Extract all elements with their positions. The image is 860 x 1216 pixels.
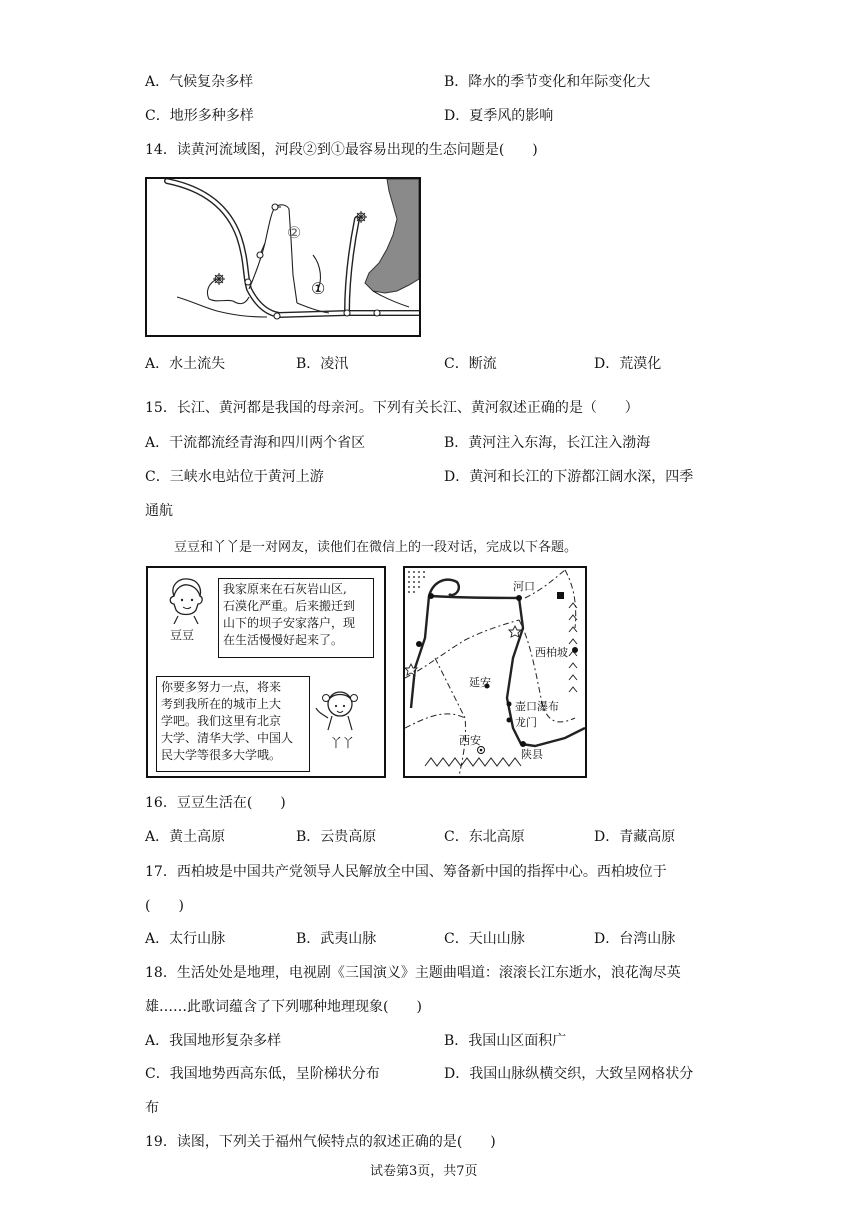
q17-option-c: C．天山山脉 (444, 931, 525, 947)
doudou-message-line: 我家原来在石灰岩山区, (223, 582, 347, 596)
q15-option-d-cont: 通航 (145, 503, 173, 519)
q14-stem: 14．读黄河流域图，河段②到①最容易出现的生态问题是( ) (145, 142, 538, 158)
q15-option-d: D．黄河和长江的下游都江阔水深，四季 (444, 469, 694, 485)
doudou-message-line: 在生活慢慢好起来了。 (223, 633, 344, 647)
q16-option-b: B．云贵高原 (296, 829, 377, 845)
yellow-river-map-drawing (147, 179, 419, 335)
q15-option-b: B．黄河注入东海，长江注入渤海 (444, 435, 651, 451)
map-label-xian: 西安 (459, 734, 481, 747)
q17-option-a: A．太行山脉 (145, 931, 226, 947)
q13-option-b: B．降水的季节变化和年际变化大 (444, 74, 651, 90)
q18-option-d-cont: 布 (145, 1100, 159, 1116)
q16-option-a: A．黄土高原 (145, 829, 226, 845)
doudou-name: 豆豆 (170, 628, 195, 642)
q13-option-a: A．气候复杂多样 (145, 74, 254, 90)
yaya-message-line: 你要多努力一点，将来 (161, 680, 282, 694)
q18-option-a: A．我国地形复杂多样 (145, 1033, 282, 1049)
q14-option-a: A．水土流失 (145, 356, 226, 372)
chat-intro: 豆豆和丫丫是一对网友，读他们在微信上的一段对话，完成以下各题。 (174, 540, 578, 555)
q18-option-d: D．我国山脉纵横交织，大致呈网格状分 (444, 1066, 694, 1082)
yaya-message-line: 大学、清华大学、中国人 (161, 731, 294, 745)
chat-figure (146, 566, 386, 778)
q18-stem: 18．生活处处是地理，电视剧《三国演义》主题曲唱道：滚滚长江东逝水，浪花淘尽英 (145, 965, 681, 981)
q18-option-b: B．我国山区面积广 (444, 1033, 567, 1049)
map-label-yanan: 延安 (469, 676, 491, 689)
map-label-hukou: 壶口瀑布 (515, 700, 559, 713)
map-label-shanxian: 陕县 (521, 748, 543, 761)
q16-option-c: C．东北高原 (444, 829, 525, 845)
north-china-map (403, 566, 587, 778)
q15-stem: 15．长江、黄河都是我国的母亲河。下列有关长江、黄河叙述正确的是（ ） (145, 400, 639, 416)
q14-option-b: B．凌汛 (296, 356, 349, 372)
q16-option-d: D．青藏高原 (594, 829, 676, 845)
yaya-avatar-icon (314, 686, 364, 732)
doudou-message-line: 石漠化严重。后来搬迁到 (223, 599, 356, 613)
yaya-message-line: 学吧。我们这里有北京 (161, 714, 282, 728)
map-label-xibaipo: 西柏坡 (535, 646, 568, 659)
q14-option-d: D．荒漠化 (594, 356, 662, 372)
page-footer: 试卷第3页，共7页 (370, 1164, 478, 1179)
doudou-message-line: 山下的坝子安家落户，现 (223, 616, 356, 630)
q17-stem-cont: ( ) (145, 898, 184, 914)
q16-stem: 16．豆豆生活在( ) (145, 795, 286, 811)
q15-option-c: C．三峡水电站位于黄河上游 (145, 469, 324, 485)
yaya-message (156, 676, 310, 772)
yellow-river-map (145, 177, 421, 337)
map-label-hekou: 河口 (513, 580, 535, 593)
map-label-longmen: 龙门 (515, 716, 537, 729)
q19-stem: 19．读图，下列关于福州气候特点的叙述正确的是( ) (145, 1134, 496, 1150)
doudou-avatar-icon (166, 576, 206, 624)
map-label-2: ② (287, 223, 302, 242)
q17-option-b: B．武夷山脉 (296, 931, 377, 947)
q13-option-d: D．夏季风的影响 (444, 108, 554, 124)
q18-option-c: C．我国地势西高东低，呈阶梯状分布 (145, 1066, 380, 1082)
yaya-message-line: 民大学等很多大学哦。 (161, 748, 282, 762)
q15-option-a: A．干流都流经青海和四川两个省区 (145, 435, 366, 451)
yaya-message-line: 考到我所在的城市上大 (161, 697, 282, 711)
doudou-message (218, 578, 374, 658)
q17-option-d: D．台湾山脉 (594, 931, 676, 947)
q14-option-c: C．断流 (444, 356, 497, 372)
q17-stem: 17．西柏坡是中国共产党领导人民解放全中国、筹备新中国的指挥中心。西柏坡位于 (145, 864, 667, 880)
q13-option-c: C．地形多种多样 (145, 108, 254, 124)
q18-stem-cont: 雄……此歌词蕴含了下列哪种地理现象( ) (145, 999, 422, 1015)
north-china-map-drawing (405, 568, 585, 776)
map-label-1: ① (311, 279, 326, 298)
yaya-name: 丫丫 (330, 736, 355, 750)
